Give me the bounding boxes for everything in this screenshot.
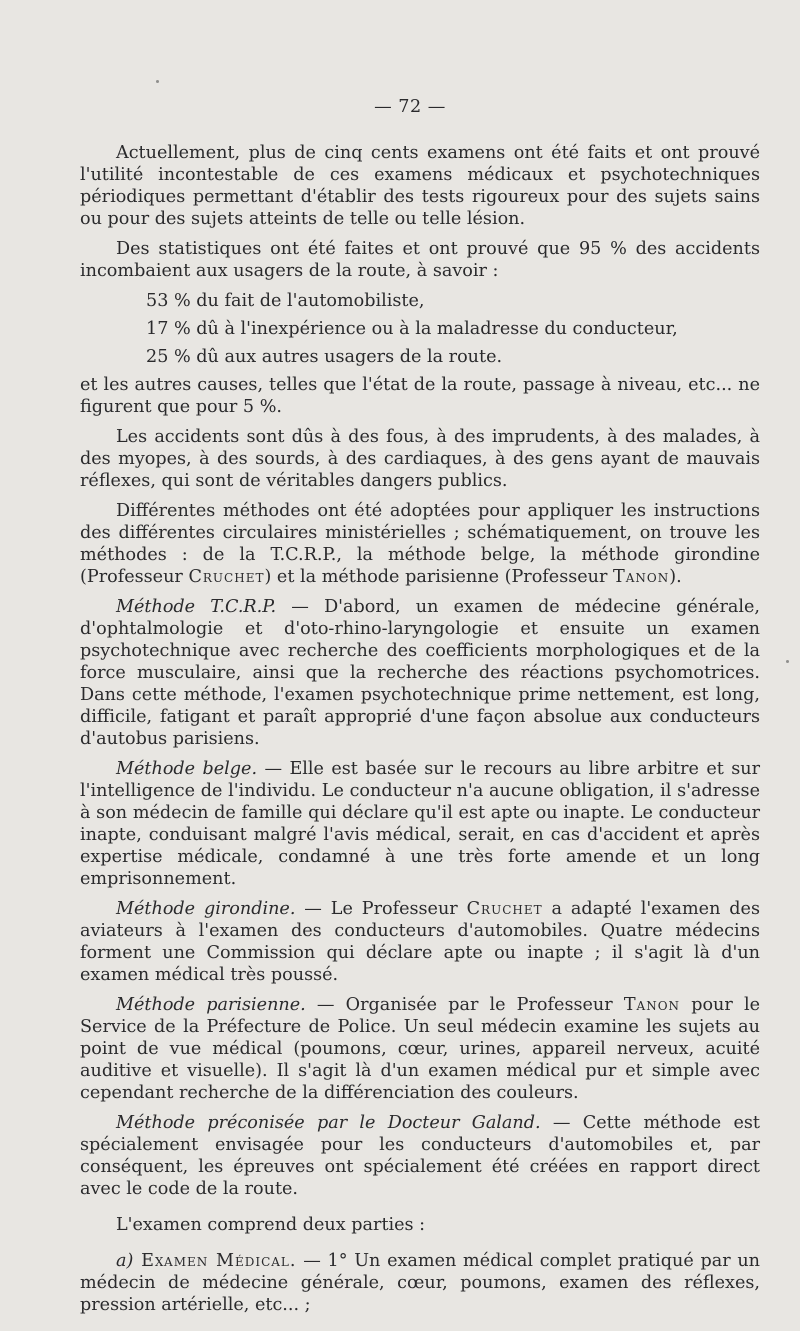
section-title: Méthode préconisée par le Docteur Galand. [116, 1113, 541, 1133]
paragraph [80, 596, 760, 750]
text-run: ) et la méthode parisienne (Professeur [264, 567, 614, 587]
paragraph [80, 500, 760, 588]
text-run: — Le Professeur [295, 899, 467, 919]
text-run: a adapté l'examen des aviateurs à l'examen des conducteurs d'automobiles. Quatre médecins forment une Commission qui déclare apte ou inapte ; il s'agit là d'un examen médical très poussé. [80, 899, 760, 985]
list-item: 53 % du fait de l'automobiliste, [146, 291, 425, 311]
author-name: Cruchet [466, 899, 543, 919]
text-run: — Organisée par le Professeur [305, 995, 624, 1015]
text-run: — Elle est basée sur le recours au libre arbitre et sur l'intelligence de l'individu. Le conducteur n'a aucune obligation, il s'adresse à son médecin de famille qui déclare qu'il est apte ou inapte. Le conducteur inapte, conduisant malgré l'avis médical, serait, en cas d'accident et après expertise médicale, condamné à une très forte amende et un long emprisonnement. [80, 759, 760, 889]
author-name: Tanon [613, 567, 670, 587]
section-title: Méthode T.C.R.P. [116, 597, 277, 617]
text-run: — Cette méthode est spécialement envisagée pour les conducteurs d'automobiles et, par conséquent, les épreuves ont spécialement été créées en rapport direct avec le code de la route. [80, 1113, 760, 1199]
paragraph: Actuellement, plus de cinq cents examens ont été faits et ont prouvé l'utilité incontestable de ces examens médicaux et psychotechniques périodiques permettant d'établir des tests rigoureux pour des sujets sains ou pour des sujets atteints de telle ou telle lésion. [80, 143, 760, 229]
page-number: — 72 — [374, 97, 446, 117]
list-item: 25 % dû aux autres usagers de la route. [146, 347, 503, 367]
paragraph: L'examen comprend deux parties : [116, 1215, 426, 1235]
section-title: Méthode belge. [116, 759, 258, 779]
paragraph [80, 758, 760, 890]
text-run: — 1° Un examen médical complet pratiqué par un médecin de médecine générale, cœur, poumons, examen des réflexes, pression artérielle, etc... ; [80, 1251, 761, 1315]
text-run: — D'abord, un examen de médecine générale, d'ophtalmologie et d'oto-rhino-laryngologie et ensuite un examen psychotechnique avec recherche des coefficients morphologiques et de la force musculaire, ainsi que la recherche des réactions psychomotrices. Dans cette méthode, l'examen psychotechnique prime nettement, est long, difficile, fatigant et paraît approprié d'une façon absolue aux conducteurs d'autobus parisiens. [80, 597, 760, 749]
paragraph [80, 1112, 760, 1200]
paragraph [80, 1250, 760, 1316]
paragraph: et les autres causes, telles que l'état de la route, passage à niveau, etc... ne figurent que pour 5 %. [80, 375, 760, 417]
text-run: Différentes méthodes ont été adoptées pour appliquer les instructions des différentes circulaires ministérielles ; schématiquement, on trouve les méthodes : de la T.C.R.P., la méthode belge, la méthode girondine (Professeur [80, 501, 760, 587]
list-marker: a) [116, 1251, 134, 1271]
paragraph: Les accidents sont dûs à des fous, à des imprudents, à des malades, à des myopes, à des sourds, à des cardiaques, à des gens ayant de mauvais réflexes, qui sont de véritables dangers publics. [80, 427, 760, 491]
paragraph: Des statistiques ont été faites et ont prouvé que 95 % des accidents incombaient aux usagers de la route, à savoir : [80, 239, 760, 281]
author-name: Cruchet [188, 567, 265, 587]
paper-speck [786, 660, 789, 663]
statistics-list [80, 290, 760, 368]
author-name: Tanon [623, 995, 681, 1015]
section-title: Méthode girondine. [116, 899, 296, 919]
page-body [80, 142, 760, 1316]
section-title: Examen Médical. [133, 1251, 297, 1271]
paragraph [80, 994, 760, 1104]
section-title: Méthode parisienne. [116, 995, 306, 1015]
text-run: pour le Service de la Préfecture de Police. Un seul médecin examine les sujets au point de vue médical (poumons, cœur, urines, appareil nerveux, acuité auditive et visuelle). Il s'agit là d'un examen médical pur et simple avec cependant recherche de la différenciation des couleurs. [80, 995, 760, 1103]
list-item: 17 % dû à l'inexpérience ou à la maladresse du conducteur, [146, 319, 678, 339]
text-run: ). [669, 567, 682, 587]
paragraph [80, 898, 760, 986]
paper-speck [156, 80, 159, 83]
